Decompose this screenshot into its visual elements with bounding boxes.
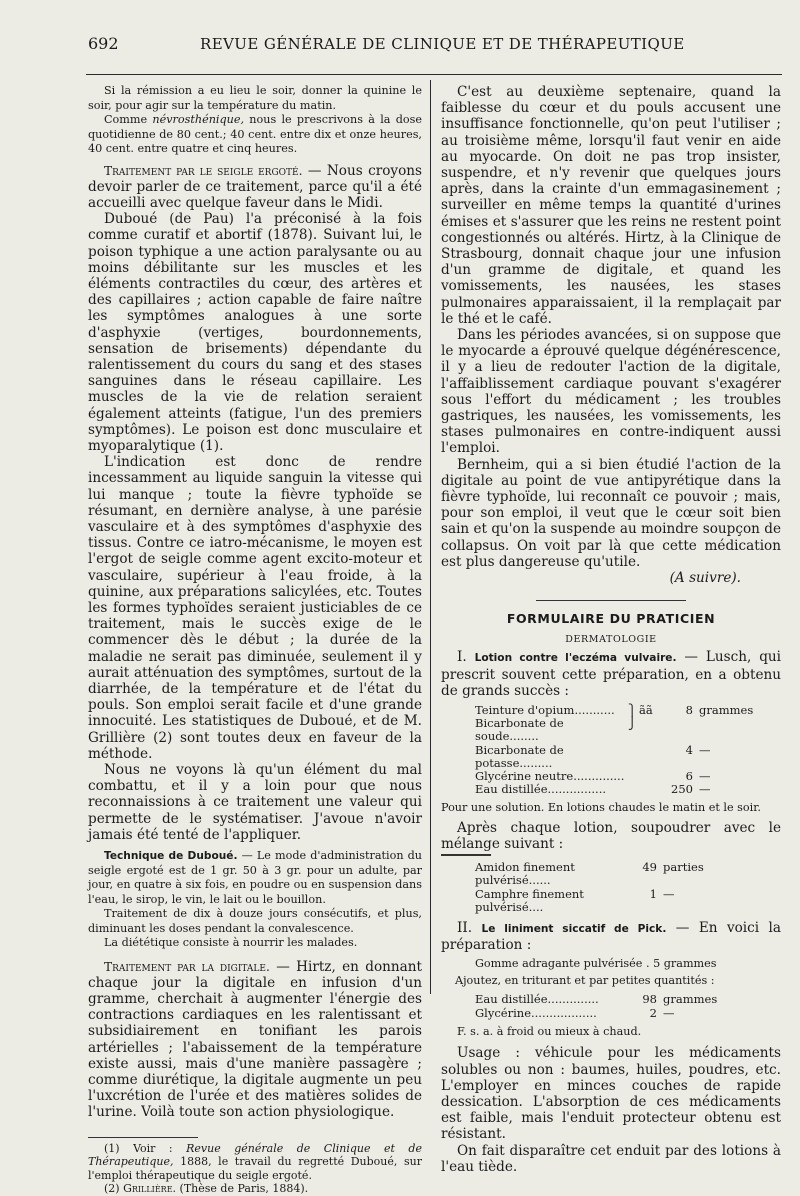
brace-glyph: ⎫	[627, 702, 637, 717]
ingredient-name: Amidon finement pulvérisé......	[475, 860, 575, 888]
paragraph-remission: Si la rémission a eu lieu le soir, donner la quinine le soir, pour agir sur la température du matin.	[88, 84, 422, 112]
ingredient-name: Camphre finement pulvérisé....	[475, 886, 584, 914]
prescription-number: II.	[457, 920, 482, 937]
ingredient-quantity: 4	[685, 742, 693, 757]
italic-term: névrosthénique,	[152, 113, 245, 126]
equal-parts-mark	[639, 783, 661, 796]
footnote-rule	[88, 1137, 198, 1138]
prescription-1-note: Pour une solution. En lotions chaudes le matin et le soir.	[441, 801, 761, 815]
ingredient-quantity: 2	[649, 1005, 657, 1020]
paragraph-duboue: Duboué (de Pau) l'a préconisé à la fois comme curatif et abortif (1878). Suivant lui, le poison typhique a une action paralysante ou au moins débilitante sur les muscles et les éléments contractiles du cœur, des artères et des capillaires ; action capable de faire naître les symptômes analogues à une sorte d'asphyxie (vertiges, bourdonnements, sensation de brisements) dépendante du ralentissement du cours du sang et des stases sanguines dans le réseau capillaire. Les muscles de la vie de relation seraient également atteints (fatigue, l'un des premiers symptômes). Le poison est donc musculaire et myoparalytique (1).	[88, 211, 422, 454]
ingredient-unit: parties	[663, 860, 704, 875]
prescription-2-table	[475, 993, 733, 1019]
text-run: — Le mode d'administration du seigle ergoté est de 1 gr. 50 à 3 gr. pour un adulte, par jour, en quatre à six fois, en poudre ou en suspension dans l'eau, le sirop, le vin, le lait ou le bouillon.	[88, 849, 422, 906]
text-run: (2)	[104, 1182, 124, 1196]
ingredient-row	[475, 783, 769, 796]
block-rule	[441, 854, 491, 856]
ingredient-unit: —	[663, 1005, 675, 1020]
ingredient-unit: —	[663, 886, 675, 901]
ingredient-name: Eau distillée..............	[475, 992, 599, 1007]
paragraph-digitale	[88, 959, 422, 1121]
right-column	[441, 84, 781, 1175]
prescription-2-note: F. s. a. à froid ou mieux à chaud.	[457, 1024, 642, 1038]
page-number: 692	[88, 34, 119, 53]
ingredient-row	[475, 1007, 733, 1020]
subheading-technique: Technique de Duboué.	[104, 850, 238, 863]
prescription-2-line2: Ajoutez, en triturant et par petites quantités :	[455, 973, 715, 987]
text-run: nous le prescrivons à la dose quotidienne de 80 cent.; 40 cent. entre dix et onze heures, 40 cent. entre quatre et cinq heures.	[88, 113, 422, 155]
ingredient-unit: grammes	[699, 702, 754, 717]
brace-glyph	[625, 744, 639, 770]
paragraph-last: On fait disparaître cet enduit par des lotions à l'eau tiède.	[441, 1142, 781, 1175]
ingredient-unit: —	[699, 768, 711, 783]
paragraph-technique-duree: Traitement de dix à douze jours consécutifs, et plus, diminuant les doses pendant la convalescence.	[88, 907, 422, 935]
paragraph-bernheim: Bernheim, qui a si bien étudié l'action de la digitale au point de vue antipyrétique dans la fièvre typhoïde, lui reconnaît ce pouvoir ; mais, pour son emploi, il veut que le cœur soit bien sain et qu'on la suspende au moindre soupçon de collapsus. On voit par là que cette médication est plus dangereuse qu'utile.	[441, 456, 781, 570]
prescription-1-after: Après chaque lotion, soupoudrer avec le mélange suivant :	[441, 819, 781, 853]
ingredient-name: Bicarbonate de potasse.........	[475, 742, 564, 770]
a-suivre-label: (A suivre).	[669, 570, 741, 587]
paragraph-nevrosthenique	[88, 113, 422, 157]
to-be-continued	[441, 570, 781, 586]
prescription-2-intro	[441, 920, 781, 953]
ingredient-quantity: 8	[685, 702, 693, 717]
text-run: 1888, le travail du regretté Duboué, sur l'emploi thérapeutique du seigle ergoté.	[88, 1155, 422, 1182]
author-name: Grillière.	[123, 1182, 177, 1196]
prescription-1b-table	[475, 861, 733, 914]
ingredient-unit: —	[699, 742, 711, 757]
ingredient-row	[475, 861, 733, 887]
ingredient-quantity: 6	[685, 768, 693, 783]
prescription-1-heading: Lotion contre l'eczéma vulvaire.	[474, 652, 677, 665]
ingredient-name: Glycérine..................	[475, 1005, 597, 1020]
running-title: REVUE GÉNÉRALE DE CLINIQUE ET DE THÉRAPEUTIQUE	[200, 35, 685, 53]
ingredient-quantity: 49	[642, 860, 657, 875]
ingredient-quantity: 1	[649, 886, 657, 901]
italic-citation: Revue générale de Clinique et de Thérapeutique,	[88, 1141, 422, 1169]
text-run: — En voici la préparation :	[441, 920, 782, 954]
prescription-1-intro	[441, 649, 781, 699]
text-run: — Lusch, qui prescrit souvent cette préparation, en a obtenu de grands succès :	[441, 649, 781, 699]
text-run: Comme	[104, 113, 153, 126]
section-heading-seigle: Traitement par le seigle ergoté.	[104, 163, 303, 178]
paragraph-indication: L'indication est donc de rendre incessamment au liquide sanguin la vitesse qui lui manque ; toute la fièvre typhoïde se résumant, en dernière analyse, à une parésie vasculaire et à des symptômes d'asphyxie des tissus. Contre ce iatro-mécanisme, le moyen est l'ergot de seigle comme agent excito-moteur et vasculaire, supérieur à l'eau froide, à la quinine, aux préparations salicylées, etc. Toutes les formes typhoïdes seraient justiciables de ce traitement, mais le succès exige de le commencer dès le début ; la durée de la maladie ne serait pas diminuée, seulement il y aurait atténuation des symptômes, surtout de la diarrhée, de la température et de l'état du pouls. Son emploi serait facile et d'une grande innocuité. Les statistiques de Duboué, et de M. Grillière (2) sont toutes deux en faveur de la méthode.	[88, 454, 422, 762]
ingredient-quantity: 250	[671, 782, 693, 797]
equal-parts-mark	[639, 744, 661, 770]
ingredient-row	[475, 993, 733, 1006]
ingredient-row	[475, 717, 769, 743]
section-separator	[536, 600, 686, 601]
paragraph-periodes-avancees: Dans les périodes avancées, si on suppose que le myocarde a éprouvé quelque dégénérescence, il y a lieu de redouter l'action de la digitale, l'affaiblissement cardiaque pouvant s'exagérer sous l'effort du médicament ; les troubles gastriques, les nausées, les vomissements, les stases pulmonaires en contre-indiquent aussi l'emploi.	[441, 327, 781, 457]
paragraph-technique	[88, 849, 422, 907]
text-run: (Thèse de Paris, 1884).	[176, 1182, 309, 1196]
ingredient-quantity: 98	[642, 992, 657, 1007]
equal-parts-mark: ãã	[639, 702, 653, 717]
ingredient-name: Eau distillée................	[475, 782, 607, 797]
footnote-1	[88, 1142, 422, 1183]
paragraph-seigle-intro	[88, 163, 422, 212]
brace-glyph	[625, 783, 639, 796]
ingredient-unit: —	[699, 782, 711, 797]
prescription-2-line1: Gomme adragante pulvérisée . 5 grammes	[475, 957, 717, 971]
prescription-1-table	[475, 704, 769, 796]
paragraph-deuxieme-septenaire: C'est au deuxième septenaire, quand la faiblesse du cœur et du pouls accusent une insuffisance fonctionnelle, qu'on peut l'utiliser ; au troisième même, lorsqu'il faut venir en aide au myocarde. On doit ne pas trop insister, suspendre, et n'y revenir que quelques jours après, dans la crainte d'un emmagasinement ; surveiller en même temps la quantité d'urines émises et s'assurer que les reins ne restent point congestionnés ou altérés. Hirtz, à la Clinique de Strasbourg, donnait chaque jour une infusion d'un gramme de digitale, et quand les vomissements, les nausées, les stases pulmonaires apparaissaient, il la remplaçait par le thé et le café.	[441, 84, 781, 327]
prescription-number: I.	[457, 649, 475, 666]
ingredient-name: Teinture d'opium...........	[475, 702, 615, 717]
ingredient-unit: grammes	[663, 992, 718, 1007]
column-divider	[430, 80, 431, 994]
ingredient-row	[475, 888, 733, 914]
prescription-2-heading: Le liniment siccatif de Pick.	[481, 923, 667, 936]
formulaire-subtitle: DERMATOLOGIE	[565, 634, 657, 646]
paragraph-dietetique: La diététique consiste à nourrir les malades.	[104, 936, 358, 950]
text-run: (1) Voir :	[104, 1141, 187, 1155]
equal-parts-mark	[639, 770, 661, 783]
footnote-2	[88, 1182, 422, 1196]
brace-glyph: ⎭	[627, 716, 637, 731]
formulaire-title: FORMULAIRE DU PRATICIEN	[506, 611, 716, 627]
ingredient-quantity	[661, 717, 699, 743]
header-rule	[86, 74, 782, 75]
ingredient-name: Bicarbonate de soude........	[475, 716, 564, 744]
ingredient-name: Glycérine neutre..............	[475, 768, 625, 783]
paragraph-nous: Nous ne voyons là qu'un élément du mal combattu, et il y a loin pour que nous reconnaissions à ce traitement une valeur qui permette de le systématiser. J'avoue n'avoir jamais été tenté de l'appliquer.	[88, 762, 422, 843]
text-run: — Hirtz, en donnant chaque jour la digitale en infusion d'un gramme, cherchait à augmenter l'énergie des contractions cardiaques en les ralentissant et subsidiairement en tonifiant les parois artérielles ; l'abaissement de la température existe aussi, mais d'une manière passagère ; comme diurétique, la digitale augmente un peu l'uxcrétion de l'urée et des matières solides de l'urine. Voilà toute son action physiologique.	[88, 958, 423, 1121]
left-column	[88, 84, 422, 1196]
ingredient-unit	[699, 717, 769, 743]
paragraph-usage: Usage : véhicule pour les médicaments solubles ou non : baumes, huiles, poudres, etc. L'employer en minces couches de rapide dessication. L'absorption de ces médicaments est faible, mais l'enduit protecteur obtenu est résistant.	[441, 1045, 781, 1143]
text-run: — Nous croyons devoir parler de ce traitement, parce qu'il a été accueilli avec quelque faveur dans le Midi.	[88, 162, 422, 211]
page-header	[88, 34, 782, 56]
section-heading-digitale: Traitement par la digitale.	[104, 959, 270, 974]
equal-parts-mark	[639, 717, 661, 743]
brace-glyph	[625, 770, 639, 783]
ingredient-row	[475, 744, 769, 770]
